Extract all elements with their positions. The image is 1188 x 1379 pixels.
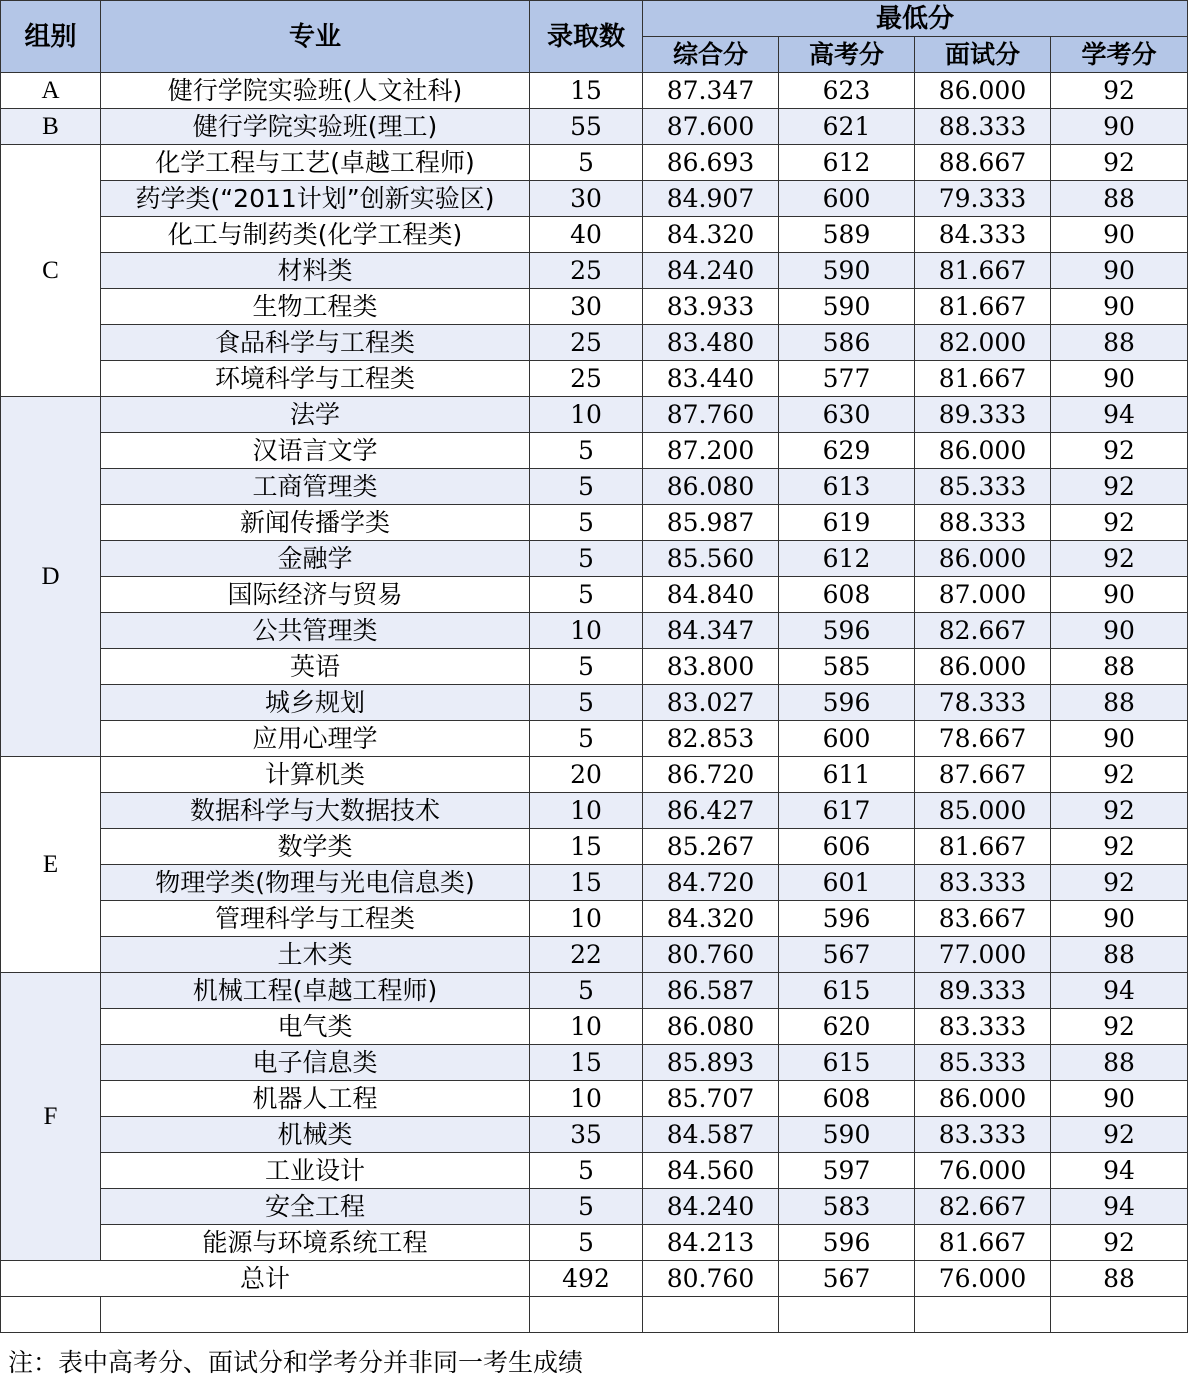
table-row [1, 109, 1188, 145]
table-row [1, 1153, 1188, 1189]
xuekao-cell: 94 [1051, 397, 1188, 433]
interview-cell: 77.000 [915, 937, 1051, 973]
composite-cell: 84.560 [643, 1153, 779, 1189]
admitted-cell: 5 [530, 1189, 643, 1225]
admitted-cell: 22 [530, 937, 643, 973]
interview-cell: 81.667 [915, 829, 1051, 865]
gaokao-cell: 586 [779, 325, 915, 361]
header-admitted: 录取数 [530, 1, 643, 73]
admitted-cell: 10 [530, 613, 643, 649]
header-gaokao: 高考分 [779, 37, 915, 73]
composite-cell: 87.200 [643, 433, 779, 469]
major-cell: 机械工程(卓越工程师) [101, 973, 530, 1009]
admitted-cell: 10 [530, 1009, 643, 1045]
interview-cell: 79.333 [915, 181, 1051, 217]
xuekao-cell: 92 [1051, 1225, 1188, 1261]
table-row [1, 1045, 1188, 1081]
admitted-cell: 5 [530, 577, 643, 613]
interview-cell: 85.333 [915, 1045, 1051, 1081]
admitted-cell: 5 [530, 505, 643, 541]
gaokao-cell: 613 [779, 469, 915, 505]
admitted-cell: 55 [530, 109, 643, 145]
composite-cell: 83.800 [643, 649, 779, 685]
interview-cell: 88.333 [915, 505, 1051, 541]
admitted-cell: 5 [530, 721, 643, 757]
gaokao-cell: 597 [779, 1153, 915, 1189]
gaokao-cell: 612 [779, 145, 915, 181]
major-cell: 电气类 [101, 1009, 530, 1045]
major-cell: 材料类 [101, 253, 530, 289]
gaokao-cell: 585 [779, 649, 915, 685]
gaokao-cell: 590 [779, 1117, 915, 1153]
xuekao-cell: 94 [1051, 1153, 1188, 1189]
interview-cell: 83.333 [915, 1009, 1051, 1045]
xuekao-cell: 90 [1051, 289, 1188, 325]
major-cell: 汉语言文学 [101, 433, 530, 469]
table-row [1, 397, 1188, 433]
header-xuekao: 学考分 [1051, 37, 1188, 73]
group-cell: E [1, 757, 101, 973]
admitted-cell: 15 [530, 1045, 643, 1081]
total-interview: 76.000 [915, 1261, 1051, 1297]
xuekao-cell: 90 [1051, 109, 1188, 145]
group-cell: D [1, 397, 101, 757]
admitted-cell: 10 [530, 901, 643, 937]
empty-cell [1051, 1297, 1188, 1333]
xuekao-cell: 92 [1051, 505, 1188, 541]
total-composite: 80.760 [643, 1261, 779, 1297]
interview-cell: 86.000 [915, 433, 1051, 469]
gaokao-cell: 608 [779, 577, 915, 613]
gaokao-cell: 621 [779, 109, 915, 145]
table-row [1, 865, 1188, 901]
composite-cell: 83.480 [643, 325, 779, 361]
major-cell: 管理科学与工程类 [101, 901, 530, 937]
gaokao-cell: 630 [779, 397, 915, 433]
empty-row [1, 1297, 1188, 1333]
table-row [1, 1081, 1188, 1117]
admitted-cell: 10 [530, 793, 643, 829]
major-cell: 英语 [101, 649, 530, 685]
xuekao-cell: 90 [1051, 613, 1188, 649]
major-cell: 健行学院实验班(人文社科) [101, 73, 530, 109]
table-row [1, 1009, 1188, 1045]
table-row [1, 541, 1188, 577]
total-label: 总计 [1, 1261, 530, 1297]
xuekao-cell: 92 [1051, 829, 1188, 865]
admitted-cell: 35 [530, 1117, 643, 1153]
header-major: 专业 [101, 1, 530, 73]
xuekao-cell: 90 [1051, 217, 1188, 253]
interview-cell: 85.333 [915, 469, 1051, 505]
major-cell: 环境科学与工程类 [101, 361, 530, 397]
group-cell: A [1, 73, 101, 109]
xuekao-cell: 88 [1051, 937, 1188, 973]
composite-cell: 84.720 [643, 865, 779, 901]
admitted-cell: 30 [530, 181, 643, 217]
admitted-cell: 40 [530, 217, 643, 253]
gaokao-cell: 608 [779, 1081, 915, 1117]
gaokao-cell: 600 [779, 721, 915, 757]
major-cell: 应用心理学 [101, 721, 530, 757]
major-cell: 新闻传播学类 [101, 505, 530, 541]
xuekao-cell: 92 [1051, 865, 1188, 901]
major-cell: 化工与制药类(化学工程类) [101, 217, 530, 253]
composite-cell: 86.080 [643, 1009, 779, 1045]
interview-cell: 86.000 [915, 73, 1051, 109]
composite-cell: 85.987 [643, 505, 779, 541]
composite-cell: 84.213 [643, 1225, 779, 1261]
composite-cell: 83.027 [643, 685, 779, 721]
admitted-cell: 15 [530, 73, 643, 109]
xuekao-cell: 92 [1051, 1009, 1188, 1045]
interview-cell: 88.667 [915, 145, 1051, 181]
xuekao-cell: 92 [1051, 433, 1188, 469]
composite-cell: 84.240 [643, 253, 779, 289]
interview-cell: 81.667 [915, 289, 1051, 325]
admitted-cell: 5 [530, 1153, 643, 1189]
admitted-cell: 10 [530, 397, 643, 433]
table-row [1, 577, 1188, 613]
major-cell: 工商管理类 [101, 469, 530, 505]
table-row [1, 505, 1188, 541]
xuekao-cell: 92 [1051, 757, 1188, 793]
interview-cell: 89.333 [915, 973, 1051, 1009]
gaokao-cell: 617 [779, 793, 915, 829]
gaokao-cell: 615 [779, 1045, 915, 1081]
interview-cell: 84.333 [915, 217, 1051, 253]
composite-cell: 85.893 [643, 1045, 779, 1081]
xuekao-cell: 90 [1051, 577, 1188, 613]
gaokao-cell: 596 [779, 613, 915, 649]
total-row [1, 1261, 1188, 1297]
xuekao-cell: 88 [1051, 325, 1188, 361]
admitted-cell: 20 [530, 757, 643, 793]
major-cell: 电子信息类 [101, 1045, 530, 1081]
xuekao-cell: 88 [1051, 685, 1188, 721]
interview-cell: 86.000 [915, 1081, 1051, 1117]
gaokao-cell: 577 [779, 361, 915, 397]
major-cell: 食品科学与工程类 [101, 325, 530, 361]
table-row [1, 469, 1188, 505]
major-cell: 安全工程 [101, 1189, 530, 1225]
interview-cell: 78.667 [915, 721, 1051, 757]
admitted-cell: 5 [530, 433, 643, 469]
major-cell: 法学 [101, 397, 530, 433]
header-min-score: 最低分 [643, 1, 1188, 37]
major-cell: 数学类 [101, 829, 530, 865]
header-composite: 综合分 [643, 37, 779, 73]
gaokao-cell: 623 [779, 73, 915, 109]
interview-cell: 88.333 [915, 109, 1051, 145]
interview-cell: 83.333 [915, 1117, 1051, 1153]
xuekao-cell: 92 [1051, 1117, 1188, 1153]
major-cell: 国际经济与贸易 [101, 577, 530, 613]
major-cell: 机械类 [101, 1117, 530, 1153]
admitted-cell: 15 [530, 865, 643, 901]
table-row [1, 325, 1188, 361]
table-row [1, 217, 1188, 253]
interview-cell: 81.667 [915, 1225, 1051, 1261]
admitted-cell: 5 [530, 541, 643, 577]
interview-cell: 86.000 [915, 541, 1051, 577]
gaokao-cell: 615 [779, 973, 915, 1009]
xuekao-cell: 92 [1051, 469, 1188, 505]
xuekao-cell: 90 [1051, 901, 1188, 937]
table-row [1, 613, 1188, 649]
gaokao-cell: 601 [779, 865, 915, 901]
interview-cell: 87.000 [915, 577, 1051, 613]
header-group: 组别 [1, 1, 101, 73]
admitted-cell: 25 [530, 361, 643, 397]
xuekao-cell: 94 [1051, 973, 1188, 1009]
group-cell: B [1, 109, 101, 145]
gaokao-cell: 590 [779, 253, 915, 289]
gaokao-cell: 583 [779, 1189, 915, 1225]
xuekao-cell: 94 [1051, 1189, 1188, 1225]
composite-cell: 85.707 [643, 1081, 779, 1117]
group-cell: C [1, 145, 101, 397]
composite-cell: 84.320 [643, 901, 779, 937]
empty-cell [530, 1297, 643, 1333]
interview-cell: 87.667 [915, 757, 1051, 793]
empty-cell [643, 1297, 779, 1333]
major-cell: 工业设计 [101, 1153, 530, 1189]
composite-cell: 87.600 [643, 109, 779, 145]
gaokao-cell: 589 [779, 217, 915, 253]
interview-cell: 89.333 [915, 397, 1051, 433]
composite-cell: 83.933 [643, 289, 779, 325]
major-cell: 健行学院实验班(理工) [101, 109, 530, 145]
composite-cell: 83.440 [643, 361, 779, 397]
composite-cell: 84.347 [643, 613, 779, 649]
table-row [1, 181, 1188, 217]
table-row [1, 145, 1188, 181]
xuekao-cell: 92 [1051, 541, 1188, 577]
group-cell: F [1, 973, 101, 1261]
table-row [1, 289, 1188, 325]
major-cell: 能源与环境系统工程 [101, 1225, 530, 1261]
table-row [1, 253, 1188, 289]
table-row [1, 361, 1188, 397]
interview-cell: 85.000 [915, 793, 1051, 829]
xuekao-cell: 90 [1051, 1081, 1188, 1117]
xuekao-cell: 88 [1051, 181, 1188, 217]
composite-cell: 86.693 [643, 145, 779, 181]
empty-cell [779, 1297, 915, 1333]
composite-cell: 84.240 [643, 1189, 779, 1225]
major-cell: 公共管理类 [101, 613, 530, 649]
composite-cell: 80.760 [643, 937, 779, 973]
admitted-cell: 5 [530, 469, 643, 505]
gaokao-cell: 596 [779, 685, 915, 721]
admitted-cell: 5 [530, 1225, 643, 1261]
composite-cell: 82.853 [643, 721, 779, 757]
admitted-cell: 25 [530, 253, 643, 289]
empty-cell [101, 1297, 530, 1333]
total-gaokao: 567 [779, 1261, 915, 1297]
xuekao-cell: 90 [1051, 361, 1188, 397]
interview-cell: 83.667 [915, 901, 1051, 937]
table-row [1, 1189, 1188, 1225]
empty-cell [1, 1297, 101, 1333]
admitted-cell: 15 [530, 829, 643, 865]
table-row [1, 973, 1188, 1009]
admitted-cell: 10 [530, 1081, 643, 1117]
table-row [1, 937, 1188, 973]
gaokao-cell: 629 [779, 433, 915, 469]
empty-cell [915, 1297, 1051, 1333]
composite-cell: 84.320 [643, 217, 779, 253]
interview-cell: 81.667 [915, 361, 1051, 397]
admitted-cell: 5 [530, 145, 643, 181]
major-cell: 城乡规划 [101, 685, 530, 721]
composite-cell: 86.427 [643, 793, 779, 829]
gaokao-cell: 612 [779, 541, 915, 577]
total-admitted: 492 [530, 1261, 643, 1297]
interview-cell: 83.333 [915, 865, 1051, 901]
table-row [1, 757, 1188, 793]
admitted-cell: 25 [530, 325, 643, 361]
major-cell: 化学工程与工艺(卓越工程师) [101, 145, 530, 181]
gaokao-cell: 590 [779, 289, 915, 325]
xuekao-cell: 88 [1051, 1045, 1188, 1081]
footnote: 注：表中高考分、面试分和学考分并非同一考生成绩 [8, 1348, 584, 1377]
admitted-cell: 5 [530, 685, 643, 721]
xuekao-cell: 90 [1051, 253, 1188, 289]
composite-cell: 86.587 [643, 973, 779, 1009]
composite-cell: 86.080 [643, 469, 779, 505]
composite-cell: 84.587 [643, 1117, 779, 1153]
gaokao-cell: 596 [779, 901, 915, 937]
composite-cell: 86.720 [643, 757, 779, 793]
total-xuekao: 88 [1051, 1261, 1188, 1297]
xuekao-cell: 92 [1051, 145, 1188, 181]
major-cell: 生物工程类 [101, 289, 530, 325]
gaokao-cell: 567 [779, 937, 915, 973]
table-row [1, 1225, 1188, 1261]
gaokao-cell: 620 [779, 1009, 915, 1045]
interview-cell: 86.000 [915, 649, 1051, 685]
major-cell: 计算机类 [101, 757, 530, 793]
table-row [1, 685, 1188, 721]
composite-cell: 84.907 [643, 181, 779, 217]
major-cell: 物理学类(物理与光电信息类) [101, 865, 530, 901]
major-cell: 机器人工程 [101, 1081, 530, 1117]
gaokao-cell: 600 [779, 181, 915, 217]
major-cell: 数据科学与大数据技术 [101, 793, 530, 829]
gaokao-cell: 596 [779, 1225, 915, 1261]
gaokao-cell: 606 [779, 829, 915, 865]
composite-cell: 85.267 [643, 829, 779, 865]
table-row [1, 721, 1188, 757]
composite-cell: 87.347 [643, 73, 779, 109]
table-row [1, 829, 1188, 865]
major-cell: 金融学 [101, 541, 530, 577]
interview-cell: 81.667 [915, 253, 1051, 289]
interview-cell: 82.000 [915, 325, 1051, 361]
xuekao-cell: 90 [1051, 721, 1188, 757]
interview-cell: 76.000 [915, 1153, 1051, 1189]
table-row [1, 649, 1188, 685]
table-row [1, 901, 1188, 937]
composite-cell: 84.840 [643, 577, 779, 613]
table-row [1, 73, 1188, 109]
xuekao-cell: 92 [1051, 793, 1188, 829]
table-row [1, 793, 1188, 829]
header-interview: 面试分 [915, 37, 1051, 73]
admitted-cell: 5 [530, 973, 643, 1009]
major-cell: 药学类(“2011计划”创新实验区) [101, 181, 530, 217]
major-cell: 土木类 [101, 937, 530, 973]
admitted-cell: 30 [530, 289, 643, 325]
table-row [1, 433, 1188, 469]
admitted-cell: 5 [530, 649, 643, 685]
table-row [1, 1117, 1188, 1153]
xuekao-cell: 92 [1051, 73, 1188, 109]
composite-cell: 87.760 [643, 397, 779, 433]
interview-cell: 78.333 [915, 685, 1051, 721]
interview-cell: 82.667 [915, 613, 1051, 649]
interview-cell: 82.667 [915, 1189, 1051, 1225]
gaokao-cell: 611 [779, 757, 915, 793]
gaokao-cell: 619 [779, 505, 915, 541]
xuekao-cell: 88 [1051, 649, 1188, 685]
composite-cell: 85.560 [643, 541, 779, 577]
